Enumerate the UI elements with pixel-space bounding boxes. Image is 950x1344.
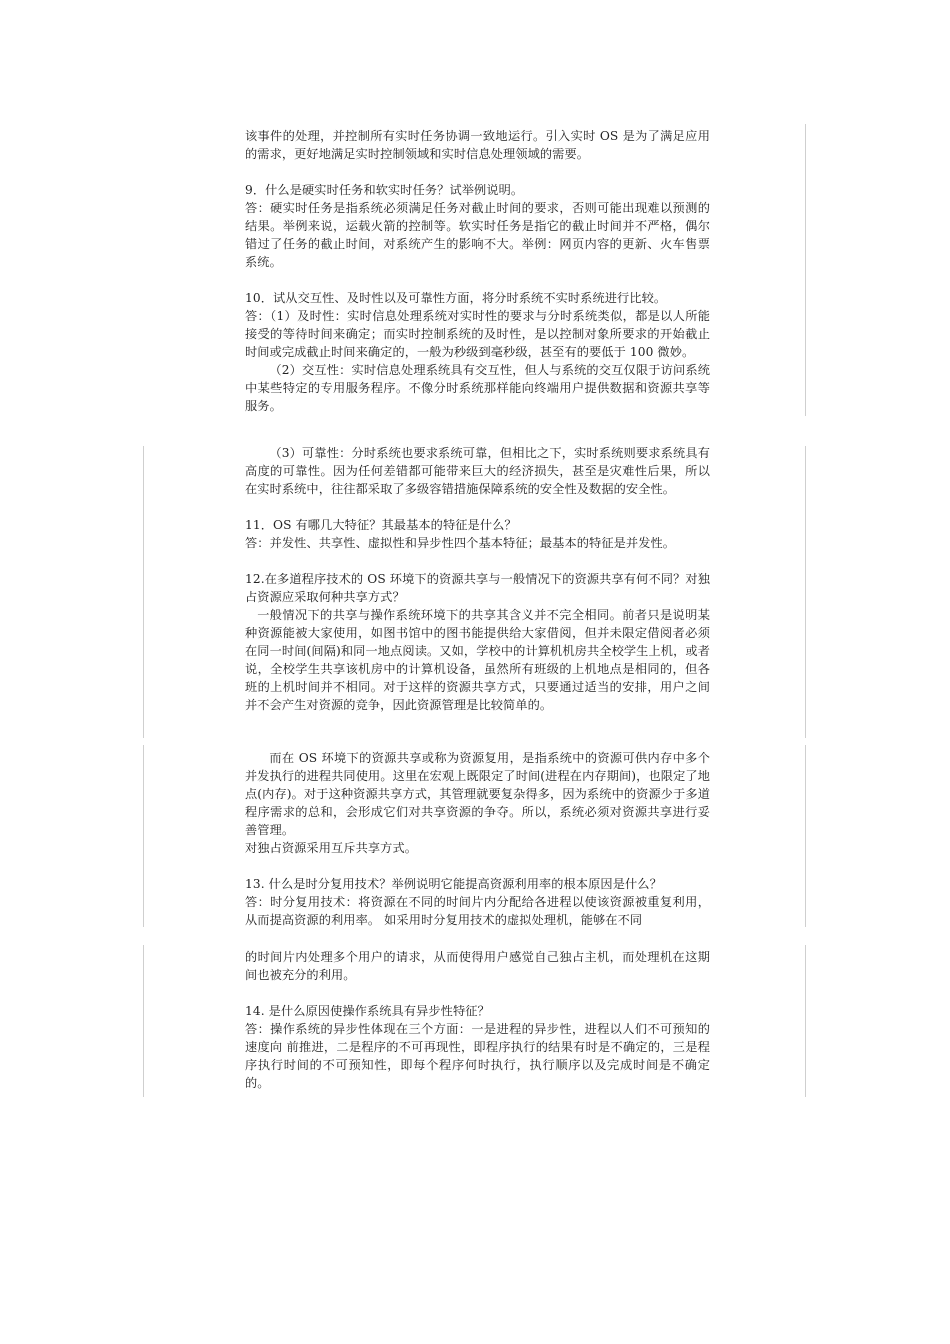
- margin-rule-right-4: [805, 945, 806, 1097]
- margin-rule-right-2: [805, 446, 806, 738]
- question-12: 12.在多道程序技术的 OS 环境下的资源共享与一般情况下的资源共享有何不同？对独占资源应采取何种共享方式？: [245, 572, 710, 604]
- text-block-3: [245, 749, 710, 929]
- margin-rule-left-2: [143, 446, 144, 738]
- margin-rule-left-3: [143, 745, 144, 927]
- answer-10-part-1: 答：（1）及时性：实时信息处理系统对实时性的要求与分时系统类似，都是以人所能接受的等待时间来确定；而实时控制系统的及时性，是以控制对象所要求的开始截止时间或完成截止时间来确定的，一般为秒级到毫秒级，甚至有的要低于 100 微妙。: [245, 309, 710, 359]
- answer-12-part-2: 而在 OS 环境下的资源共享或称为资源复用，是指系统中的资源可供内存中多个并发执行的进程共同使用。这里在宏观上既限定了时间(进程在内存期间)，也限定了地点(内存)。对于这种资源共享方式，其管理就要复杂得多，因为系统中的资源少于多道程序需求的总和，会形成它们对共享资源的争夺。所以，系统必须对资源共享进行妥善管理。: [245, 751, 710, 837]
- question-11: 11．OS 有哪几大特征？其最基本的特征是什么？: [245, 518, 517, 532]
- margin-rule-right-3: [805, 745, 806, 927]
- answer-13-part-1: 答：时分复用技术：将资源在不同的时间片内分配给各进程以使该资源被重复利用，从而提高资源的利用率。 如采用时分复用技术的虚拟处理机，能够在不同: [245, 895, 710, 927]
- answer-10-part-2: （2）交互性：实时信息处理系统具有交互性，但人与系统的交互仅限于访问系统中某些特定的专用服务程序。不像分时系统那样能向终端用户提供数据和资源共享等服务。: [245, 363, 710, 413]
- answer-14: 答：操作系统的异步性体现在三个方面：一是进程的异步性，进程以人们不可预知的速度向 前推进，二是程序的不可再现性，即程序执行的结果有时是不确定的，三是程序执行时间的不可预知性，即每个程序何时执行，执行顺序以及完成时间是不确定的。: [245, 1022, 710, 1090]
- margin-rule-left-4: [143, 945, 144, 1097]
- answer-10-part-3: （3）可靠性：分时系统也要求系统可靠，但相比之下，实时系统则要求系统具有高度的可靠性。因为任何差错都可能带来巨大的经济损失，甚至是灾难性后果，所以在实时系统中，往往都采取了多级容错措施保障系统的安全性及数据的安全性。: [245, 446, 710, 496]
- answer-9: 答：硬实时任务是指系统必须满足任务对截止时间的要求，否则可能出现难以预测的结果。举例来说，运载火箭的控制等。软实时任务是指它的截止时间并不严格，偶尔错过了任务的截止时间，对系统产生的影响不大。举例：网页内容的更新、火车售票系统。: [245, 201, 710, 269]
- paragraph-continuation: 该事件的处理，并控制所有实时任务协调一致地运行。引入实时 OS 是为了满足应用的需求，更好地满足实时控制领域和实时信息处理领域的需要。: [245, 129, 710, 161]
- question-9: 9．什么是硬实时任务和软实时任务？试举例说明。: [245, 183, 524, 197]
- answer-12-part-3: 对独占资源采用互斥共享方式。: [245, 841, 418, 855]
- question-10: 10．试从交互性、及时性以及可靠性方面，将分时系统不实时系统进行比较。: [245, 291, 667, 305]
- question-14: 14. 是什么原因使操作系统具有异步性特征？: [245, 1004, 490, 1018]
- question-13: 13. 什么是时分复用技术？举例说明它能提高资源利用率的根本原因是什么？: [245, 877, 662, 891]
- text-block-4: [245, 948, 710, 1092]
- text-block-2: [245, 444, 710, 714]
- answer-11: 答：并发性、共享性、虚拟性和异步性四个基本特征；最基本的特征是并发性。: [245, 536, 676, 550]
- text-block-1: [245, 127, 710, 415]
- margin-rule-right-1: [805, 124, 806, 416]
- answer-12-part-1: 一般情况下的共享与操作系统环境下的共享其含义并不完全相同。前者只是说明某种资源能被大家使用，如图书馆中的图书能提供给大家借阅，但并未限定借阅者必须在同一时间(间隔)和同一地点阅读。又如，学校中的计算机机房共全校学生上机，或者说，全校学生共享该机房中的计算机设备，虽然所有班级的上机地点是相同的，但各班的上机时间并不相同。对于这样的资源共享方式，只要通过适当的安排，用户之间并不会产生对资源的竞争，因此资源管理是比较简单的。: [245, 608, 710, 712]
- answer-13-part-2: 的时间片内处理多个用户的请求，从而使得用户感觉自己独占主机，而处理机在这期间也被充分的利用。: [245, 950, 710, 982]
